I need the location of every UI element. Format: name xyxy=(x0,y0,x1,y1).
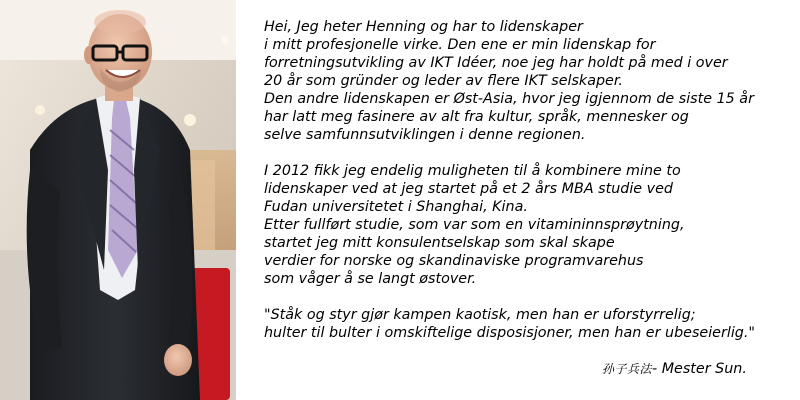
bio-paragraph-mba xyxy=(264,162,794,288)
bio-line: i mitt profesjonelle virke. Den ene er min lidenskap for xyxy=(264,37,656,53)
bio-line: Etter fullført studie, som var som en vitamininnsprøytning, xyxy=(264,217,685,233)
bio-line: verdier for norske og skandinaviske programvarehus xyxy=(264,253,644,269)
quote-line: hulter til bulter i omskiftelige disposisjoner, men han er ubeseierlig." xyxy=(264,325,755,341)
bio-text xyxy=(264,18,794,360)
bio-line: Hei, Jeg heter Henning og har to lidenskaper xyxy=(264,19,583,35)
bio-line: forretningsutvikling av IKT Idéer, noe jeg har holdt på med i over xyxy=(264,55,728,71)
quote-attribution xyxy=(602,360,747,378)
bio-line: 20 år som gründer og leder av flere IKT selskaper. xyxy=(264,73,623,89)
bio-line: startet jeg mitt konsulentselskap som skal skape xyxy=(264,235,615,251)
bio-line: lidenskaper ved at jeg startet på et 2 års MBA studie ved xyxy=(264,181,673,197)
bio-line: Fudan universitetet i Shanghai, Kina. xyxy=(264,199,528,215)
portrait-photo xyxy=(0,0,236,400)
bio-line: selve samfunnsutviklingen i denne regionen. xyxy=(264,127,586,143)
attribution-chinese: 孙子兵法 xyxy=(602,362,653,376)
quote-line: "Ståk og styr gjør kampen kaotisk, men han er uforstyrrelig; xyxy=(264,307,696,323)
bio-line: Den andre lidenskapen er Øst-Asia, hvor jeg igjennom de siste 15 år xyxy=(264,91,754,107)
portrait-illustration xyxy=(0,0,236,400)
attribution-text: - Mester Sun. xyxy=(652,361,747,377)
bio-line: I 2012 fikk jeg endelig muligheten til å kombinere mine to xyxy=(264,163,681,179)
quote xyxy=(264,306,794,342)
bio-paragraph-intro xyxy=(264,18,794,144)
bio-line: som våger å se langt østover. xyxy=(264,271,477,287)
bio-line: har latt meg fasinere av alt fra kultur, språk, mennesker og xyxy=(264,109,689,125)
